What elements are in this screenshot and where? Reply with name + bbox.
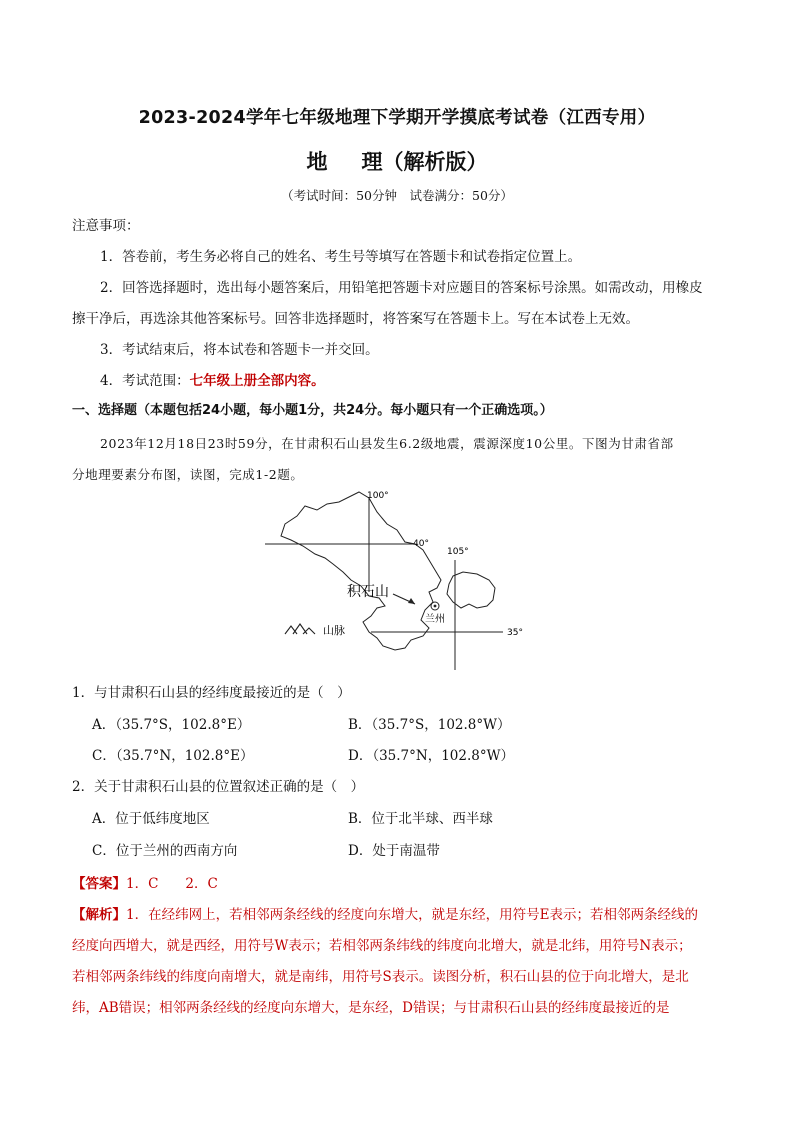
mountain-symbol [285, 624, 315, 634]
subject-title [0, 146, 794, 176]
label-jishishan: 积石山 [347, 584, 389, 600]
jishishan-marker-dot [434, 605, 437, 608]
notice-heading: 注意事项： [72, 218, 140, 234]
notice-item-3: 3．考试结束后，将本试卷和答题卡一并交回。 [100, 342, 379, 358]
q1-option-d: D．（35.7°N，102.8°W） [348, 748, 514, 764]
q2-option-c: C．位于兰州的西南方向 [92, 843, 238, 859]
analysis-tag: 【解析】 [72, 907, 126, 923]
label-lanzhou: 兰州 [425, 614, 445, 625]
notice-item-4-prefix: 4．考试范围： [100, 373, 190, 389]
q1-option-b: B．（35.7°S，102.8°W） [348, 717, 511, 733]
answer-tag: 【答案】 [72, 876, 126, 892]
q1-option-a: A．（35.7°S，102.8°E） [92, 717, 251, 733]
analysis-line-1 [72, 903, 698, 923]
province-outline [281, 492, 441, 650]
section-1-heading: 一、选择题（本题包括24小题，每小题1分，共24分。每小题只有一个正确选项。） [72, 403, 553, 418]
question-intro-line-1: 2023年12月18日23时59分，在甘肃积石山县发生6.2级地震，震源深度10公里。下图为甘肃省部 [100, 436, 674, 451]
east-lobe-outline [447, 572, 495, 608]
notice-item-1: 1．答卷前，考生务必将自己的姓名、考生号等填写在答题卡和试卷指定位置上。 [100, 249, 582, 265]
analysis-line-2: 经度向西增大，就是西经，用符号W表示；若相邻两条纬线的纬度向北增大，就是北纬，用符号N表示； [72, 938, 692, 954]
analysis-text-1: 1．在经纬网上，若相邻两条经线的经度向东增大，就是东经，用符号E表示；若相邻两条经线的 [126, 907, 698, 923]
exam-info: （考试时间：50分钟 试卷满分：50分） [281, 188, 513, 203]
exam-scope: 七年级上册全部内容。 [189, 373, 325, 389]
notice-item-2-line-1: 2．回答选择题时，选出每小题答案后，用铅笔把答题卡对应题目的答案标号涂黑。如需改动，用橡皮 [100, 280, 703, 296]
label-35: 35° [507, 628, 523, 638]
label-100: 100° [367, 491, 389, 501]
answer-text: 1．C 2．C [126, 876, 218, 892]
analysis-line-3: 若相邻两条纬线的纬度向南增大，就是南纬，用符号S表示。读图分析，积石山县的位于向北增大，是北 [72, 969, 689, 985]
question-intro-line-2: 分地理要素分布图，读图，完成1-2题。 [72, 467, 304, 482]
subject-rest: 理（解析版） [361, 150, 488, 174]
gansu-map [265, 488, 529, 674]
notice-item-4 [100, 372, 325, 390]
label-mountain: 山脉 [323, 624, 345, 637]
q2-option-a: A．位于低纬度地区 [92, 811, 210, 827]
q1-option-c: C．（35.7°N，102.8°E） [92, 748, 254, 764]
q2-option-b: B．位于北半球、西半球 [348, 811, 493, 827]
analysis-line-4: 纬，AB错误；相邻两条经线的经度向东增大，是东经，D错误；与甘肃积石山县的经纬度最接近的是 [72, 1000, 670, 1016]
label-105: 105° [447, 547, 469, 557]
q2-stem: 2．关于甘肃积石山县的位置叙述正确的是（ ） [72, 779, 365, 795]
answer-line [72, 872, 218, 892]
q2-option-d: D．处于南温带 [348, 843, 440, 859]
label-40: 40° [413, 539, 429, 549]
exam-title: 2023-2024学年七年级地理下学期开学摸底考试卷（江西专用） [138, 108, 656, 128]
subject-char-1: 地 [306, 150, 328, 174]
q1-stem: 1．与甘肃积石山县的经纬度最接近的是（ ） [72, 685, 351, 701]
notice-item-2-line-2: 擦干净后，再选涂其他答案标号。回答非选择题时，将答案写在答题卡上。写在本试卷上无效。 [72, 311, 639, 327]
